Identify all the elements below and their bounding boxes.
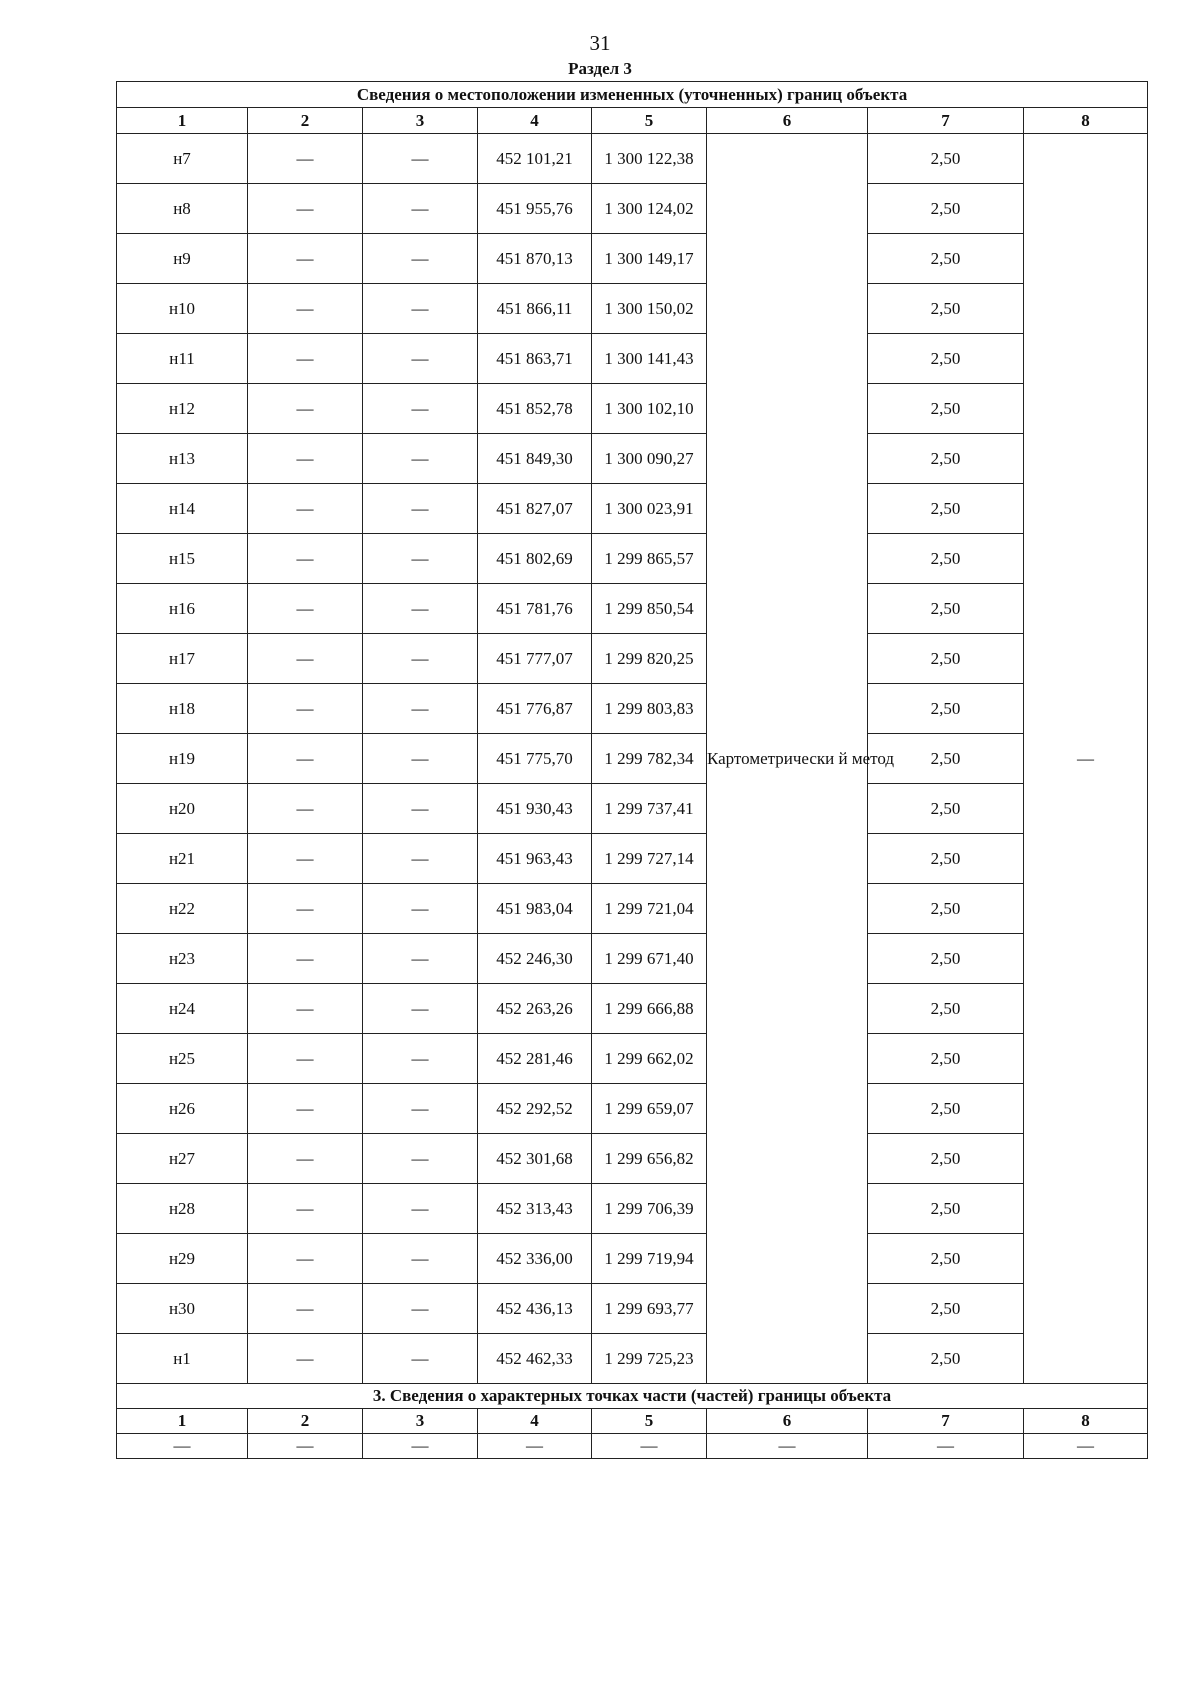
- accuracy-cell: 2,50: [868, 934, 1024, 984]
- x-coordinate-cell: 451 866,11: [478, 284, 592, 334]
- y-coordinate-cell: 1 299 865,57: [592, 534, 707, 584]
- table-row: [117, 1034, 1148, 1084]
- table-row: [117, 734, 1148, 784]
- point-name-cell: н27: [117, 1134, 248, 1184]
- x-coordinate-cell: 451 930,43: [478, 784, 592, 834]
- table-row: [117, 684, 1148, 734]
- x-coordinate-cell: 452 292,52: [478, 1084, 592, 1134]
- dash-cell: —: [248, 434, 363, 484]
- dash-cell: —: [707, 1434, 868, 1459]
- accuracy-cell: 2,50: [868, 134, 1024, 184]
- dash-cell: —: [248, 484, 363, 534]
- dash-cell: —: [248, 1184, 363, 1234]
- table-row: [117, 934, 1148, 984]
- dash-cell: —: [248, 584, 363, 634]
- point-name-cell: н23: [117, 934, 248, 984]
- dash-cell: —: [248, 1034, 363, 1084]
- point-name-cell: н26: [117, 1084, 248, 1134]
- table-row: [117, 1134, 1148, 1184]
- point-name-cell: н30: [117, 1284, 248, 1334]
- accuracy-cell: 2,50: [868, 584, 1024, 634]
- dash-cell: —: [248, 1134, 363, 1184]
- y-coordinate-cell: 1 299 666,88: [592, 984, 707, 1034]
- point-name-cell: н25: [117, 1034, 248, 1084]
- y-coordinate-cell: 1 299 850,54: [592, 584, 707, 634]
- y-coordinate-cell: 1 300 102,10: [592, 384, 707, 434]
- accuracy-cell: 2,50: [868, 1184, 1024, 1234]
- dash-cell: —: [363, 384, 478, 434]
- x-coordinate-cell: 452 313,43: [478, 1184, 592, 1234]
- table-row: [117, 634, 1148, 684]
- y-coordinate-cell: 1 300 023,91: [592, 484, 707, 534]
- point-name-cell: н10: [117, 284, 248, 334]
- x-coordinate-cell: 451 870,13: [478, 234, 592, 284]
- table-row: [117, 484, 1148, 534]
- accuracy-cell: 2,50: [868, 484, 1024, 534]
- table-row: [117, 534, 1148, 584]
- dash-cell: —: [248, 1284, 363, 1334]
- accuracy-cell: 2,50: [868, 784, 1024, 834]
- x-coordinate-cell: 451 852,78: [478, 384, 592, 434]
- table-row: [117, 834, 1148, 884]
- dash-cell: —: [248, 134, 363, 184]
- x-coordinate-cell: 451 777,07: [478, 634, 592, 684]
- dash-cell: —: [248, 934, 363, 984]
- table-row: [117, 984, 1148, 1034]
- column-number: 6: [707, 1409, 868, 1434]
- accuracy-cell: 2,50: [868, 1334, 1024, 1384]
- column-number: 3: [363, 108, 478, 134]
- dash-cell: —: [363, 734, 478, 784]
- table-row: [117, 434, 1148, 484]
- column-number: 8: [1024, 108, 1148, 134]
- accuracy-cell: 2,50: [868, 1134, 1024, 1184]
- y-coordinate-cell: 1 299 693,77: [592, 1284, 707, 1334]
- dash-cell: —: [363, 984, 478, 1034]
- point-name-cell: н18: [117, 684, 248, 734]
- y-coordinate-cell: 1 299 671,40: [592, 934, 707, 984]
- dash-cell: —: [363, 234, 478, 284]
- coordinates-table: [116, 81, 1148, 1459]
- table-row: [117, 184, 1148, 234]
- y-coordinate-cell: 1 300 124,02: [592, 184, 707, 234]
- accuracy-cell: 2,50: [868, 634, 1024, 684]
- dash-cell: —: [248, 1334, 363, 1384]
- accuracy-cell: 2,50: [868, 334, 1024, 384]
- x-coordinate-cell: 451 775,70: [478, 734, 592, 784]
- table-row: [117, 384, 1148, 434]
- dash-cell: —: [248, 834, 363, 884]
- x-coordinate-cell: 451 802,69: [478, 534, 592, 584]
- y-coordinate-cell: 1 299 719,94: [592, 1234, 707, 1284]
- dash-cell: —: [363, 834, 478, 884]
- dash-cell: —: [363, 1234, 478, 1284]
- subsection-title: 3. Сведения о характерных точках части (частей) границы объекта: [117, 1384, 1148, 1409]
- dash-cell: —: [592, 1434, 707, 1459]
- x-coordinate-cell: 452 281,46: [478, 1034, 592, 1084]
- dash-cell: —: [363, 684, 478, 734]
- dash-cell: —: [248, 1084, 363, 1134]
- x-coordinate-cell: 451 849,30: [478, 434, 592, 484]
- dash-cell: —: [363, 534, 478, 584]
- dash-cell: —: [248, 284, 363, 334]
- dash-cell: —: [363, 634, 478, 684]
- column-number: 7: [868, 1409, 1024, 1434]
- dash-cell: —: [363, 1034, 478, 1084]
- point-name-cell: н17: [117, 634, 248, 684]
- point-name-cell: н24: [117, 984, 248, 1034]
- dash-cell: —: [248, 1234, 363, 1284]
- section-title: Раздел 3: [568, 59, 632, 78]
- accuracy-cell: 2,50: [868, 884, 1024, 934]
- subsection-column-numbers-row: [117, 1409, 1148, 1434]
- dash-cell: —: [248, 1434, 363, 1459]
- dash-cell: —: [363, 884, 478, 934]
- table-row: [117, 584, 1148, 634]
- column-number: 8: [1024, 1409, 1148, 1434]
- table-row: [117, 1334, 1148, 1384]
- column-number: 2: [248, 1409, 363, 1434]
- dash-cell: —: [248, 634, 363, 684]
- dash-cell: —: [248, 734, 363, 784]
- y-coordinate-cell: 1 299 803,83: [592, 684, 707, 734]
- table-row: [117, 1284, 1148, 1334]
- accuracy-cell: 2,50: [868, 984, 1024, 1034]
- table-row: [117, 1234, 1148, 1284]
- point-name-cell: н28: [117, 1184, 248, 1234]
- column-number: 3: [363, 1409, 478, 1434]
- accuracy-cell: 2,50: [868, 234, 1024, 284]
- accuracy-cell: 2,50: [868, 184, 1024, 234]
- accuracy-cell: 2,50: [868, 534, 1024, 584]
- y-coordinate-cell: 1 299 737,41: [592, 784, 707, 834]
- y-coordinate-cell: 1 299 662,02: [592, 1034, 707, 1084]
- accuracy-cell: 2,50: [868, 384, 1024, 434]
- subsection-data-row: [117, 1434, 1148, 1459]
- y-coordinate-cell: 1 299 725,23: [592, 1334, 707, 1384]
- point-name-cell: н9: [117, 234, 248, 284]
- table-row: [117, 234, 1148, 284]
- table-row: [117, 784, 1148, 834]
- dash-cell: —: [1024, 1434, 1148, 1459]
- dash-cell: —: [248, 784, 363, 834]
- y-coordinate-cell: 1 299 820,25: [592, 634, 707, 684]
- table-row: [117, 334, 1148, 384]
- accuracy-cell: 2,50: [868, 1034, 1024, 1084]
- y-coordinate-cell: 1 300 150,02: [592, 284, 707, 334]
- y-coordinate-cell: 1 300 141,43: [592, 334, 707, 384]
- point-name-cell: н7: [117, 134, 248, 184]
- y-coordinate-cell: 1 300 149,17: [592, 234, 707, 284]
- dash-cell: —: [248, 384, 363, 434]
- dash-cell: —: [868, 1434, 1024, 1459]
- point-name-cell: н20: [117, 784, 248, 834]
- dash-cell: —: [248, 984, 363, 1034]
- column-number: 5: [592, 1409, 707, 1434]
- x-coordinate-cell: 451 955,76: [478, 184, 592, 234]
- dash-cell: —: [117, 1434, 248, 1459]
- accuracy-cell: 2,50: [868, 1084, 1024, 1134]
- dash-cell: —: [248, 184, 363, 234]
- point-name-cell: н29: [117, 1234, 248, 1284]
- dash-cell: —: [363, 1084, 478, 1134]
- accuracy-cell: 2,50: [868, 434, 1024, 484]
- y-coordinate-cell: 1 299 782,34: [592, 734, 707, 784]
- table-title-row: [117, 82, 1148, 108]
- dash-cell: —: [248, 234, 363, 284]
- point-name-cell: н16: [117, 584, 248, 634]
- dash-cell: —: [478, 1434, 592, 1459]
- dash-cell: —: [363, 184, 478, 234]
- y-coordinate-cell: 1 299 659,07: [592, 1084, 707, 1134]
- dash-cell: —: [248, 534, 363, 584]
- accuracy-cell: 2,50: [868, 284, 1024, 334]
- dash-cell: —: [363, 584, 478, 634]
- point-name-cell: н14: [117, 484, 248, 534]
- y-coordinate-cell: 1 300 090,27: [592, 434, 707, 484]
- dash-cell: —: [363, 1284, 478, 1334]
- table-row: [117, 284, 1148, 334]
- x-coordinate-cell: 451 863,71: [478, 334, 592, 384]
- subsection-title-row: [117, 1384, 1148, 1409]
- point-name-cell: н15: [117, 534, 248, 584]
- table-row: [117, 1084, 1148, 1134]
- dash-cell: —: [248, 334, 363, 384]
- x-coordinate-cell: 452 263,26: [478, 984, 592, 1034]
- column-number: 2: [248, 108, 363, 134]
- column-number: 4: [478, 108, 592, 134]
- dash-cell: —: [363, 484, 478, 534]
- column-numbers-row: [117, 108, 1148, 134]
- accuracy-cell: 2,50: [868, 834, 1024, 884]
- y-coordinate-cell: 1 299 656,82: [592, 1134, 707, 1184]
- accuracy-cell: 2,50: [868, 1234, 1024, 1284]
- x-coordinate-cell: 452 336,00: [478, 1234, 592, 1284]
- point-name-cell: н12: [117, 384, 248, 434]
- y-coordinate-cell: 1 299 706,39: [592, 1184, 707, 1234]
- page-number: 31: [589, 31, 611, 55]
- point-name-cell: н22: [117, 884, 248, 934]
- dash-cell: —: [363, 934, 478, 984]
- dash-cell: —: [248, 884, 363, 934]
- accuracy-cell: 2,50: [868, 1284, 1024, 1334]
- dash-cell: —: [363, 1134, 478, 1184]
- point-name-cell: н8: [117, 184, 248, 234]
- x-coordinate-cell: 451 827,07: [478, 484, 592, 534]
- dash-cell: —: [363, 784, 478, 834]
- table-row: [117, 134, 1148, 184]
- dash-cell: —: [248, 684, 363, 734]
- column-number: 7: [868, 108, 1024, 134]
- x-coordinate-cell: 452 462,33: [478, 1334, 592, 1384]
- column-number: 1: [117, 1409, 248, 1434]
- table-row: [117, 884, 1148, 934]
- dash-cell: —: [363, 1434, 478, 1459]
- dash-cell: —: [363, 434, 478, 484]
- table-row: [117, 1184, 1148, 1234]
- x-coordinate-cell: 451 963,43: [478, 834, 592, 884]
- x-coordinate-cell: 451 983,04: [478, 884, 592, 934]
- dash-cell: —: [363, 334, 478, 384]
- column-number: 4: [478, 1409, 592, 1434]
- dash-cell: —: [363, 134, 478, 184]
- point-name-cell: н11: [117, 334, 248, 384]
- point-name-cell: н21: [117, 834, 248, 884]
- x-coordinate-cell: 452 301,68: [478, 1134, 592, 1184]
- column-8-cell: —: [1024, 134, 1148, 1384]
- accuracy-cell: 2,50: [868, 734, 1024, 784]
- y-coordinate-cell: 1 299 727,14: [592, 834, 707, 884]
- column-number: 6: [707, 108, 868, 134]
- method-cell: Картометрически й метод: [707, 134, 868, 1384]
- column-number: 5: [592, 108, 707, 134]
- table-title: Сведения о местоположении измененных (уточненных) границ объекта: [117, 82, 1148, 108]
- point-name-cell: н1: [117, 1334, 248, 1384]
- x-coordinate-cell: 452 246,30: [478, 934, 592, 984]
- point-name-cell: н19: [117, 734, 248, 784]
- x-coordinate-cell: 451 781,76: [478, 584, 592, 634]
- x-coordinate-cell: 452 436,13: [478, 1284, 592, 1334]
- y-coordinate-cell: 1 299 721,04: [592, 884, 707, 934]
- dash-cell: —: [363, 284, 478, 334]
- x-coordinate-cell: 451 776,87: [478, 684, 592, 734]
- dash-cell: —: [363, 1334, 478, 1384]
- column-number: 1: [117, 108, 248, 134]
- dash-cell: —: [363, 1184, 478, 1234]
- point-name-cell: н13: [117, 434, 248, 484]
- x-coordinate-cell: 452 101,21: [478, 134, 592, 184]
- accuracy-cell: 2,50: [868, 684, 1024, 734]
- y-coordinate-cell: 1 300 122,38: [592, 134, 707, 184]
